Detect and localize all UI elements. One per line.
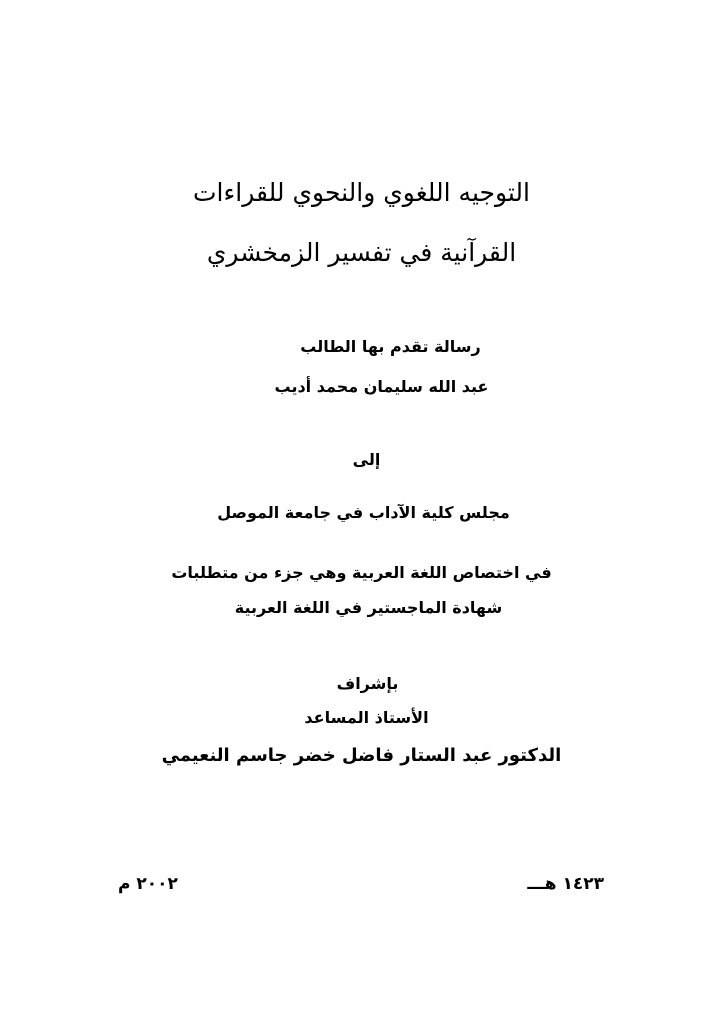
requirement-line-2: شهادة الماجستير في اللغة العربية — [234, 598, 503, 617]
thesis-title-line-1: التوجيه اللغوي والنحوي للقراءات — [193, 178, 530, 207]
supervision-label: بإشراف — [336, 674, 399, 693]
college-council: مجلس كلية الآداب في جامعة الموصل — [217, 503, 510, 522]
student-name: عبد الله سليمان محمد أديب — [274, 377, 489, 396]
requirement-line-1: في اختصاص اللغة العربية وهي جزء من متطلبات — [171, 563, 552, 582]
thesis-title-line-2: القرآنية في تفسير الزمخشري — [206, 238, 517, 267]
submitted-by-label: رسالة تقدم بها الطالب — [300, 337, 481, 356]
to-label: إلى — [352, 450, 381, 469]
supervisor-name: الدكتور عبد الستار فاضل خضر جاسم النعيمي — [161, 745, 562, 766]
gregorian-date: ٢٠٠٢ م — [118, 874, 178, 894]
supervisor-rank: الأستاذ المساعد — [304, 708, 429, 727]
hijri-date: ١٤٢٣ هـــ — [527, 874, 604, 894]
